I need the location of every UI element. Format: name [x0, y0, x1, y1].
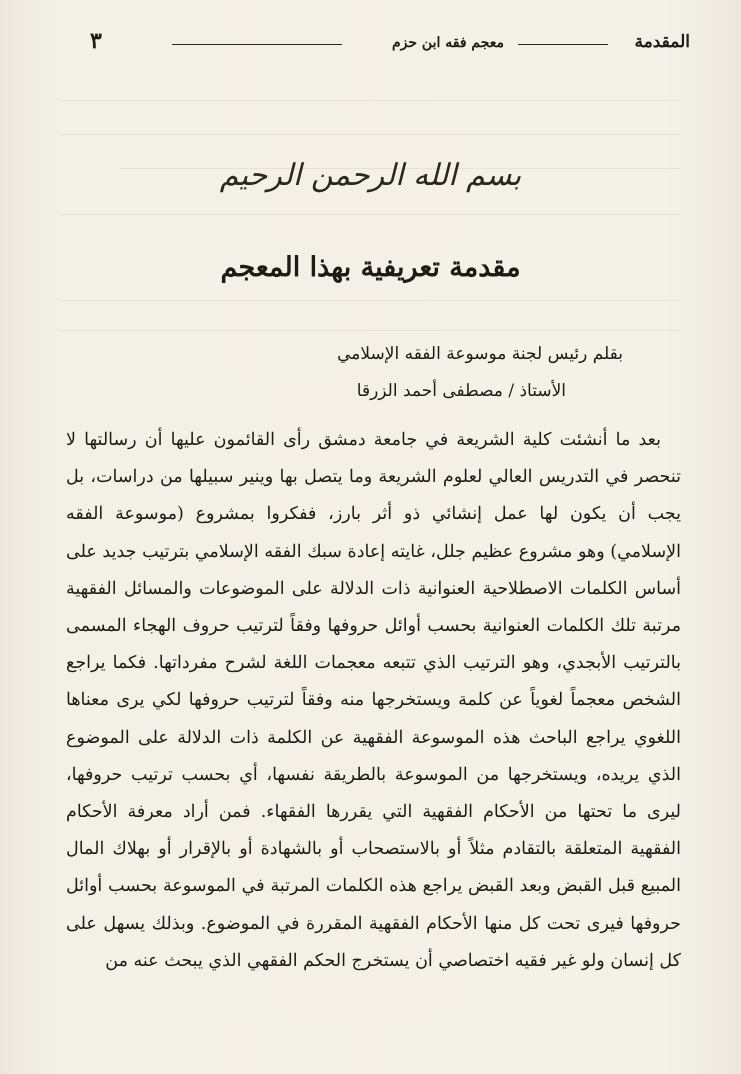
body-paragraph: بعد ما أنشئت كلية الشريعة في جامعة دمشق رأى القائمون عليها أن رسالتها لا تنحصر في التدريس العالي لعلوم الشريعة وما يتصل بها وينير سبيلها من دراسات، بل يجب أن يكون لها عمل إنشائي ذو أثر بارز، ففكروا بمشروع (موسوعة الفقه الإسلامي) وهو مشروع عظيم جلل، غايته إعادة سبك الفقه الإسلامي بترتيب جديد على أساس الكلمات الاصطلاحية العنوانية ذات الدلالة على الموضوعات والمسائل الفقهية مرتبة تلك الكلمات العنوانية بحسب أوائل حروفها وفقاً لترتيب حروف الهجاء المسمى بالترتيب الأبجدي، وهو الترتيب الذي تتبعه معجمات اللغة لشرح مفرداتها. فكما يراجع الشخص معجماً لغوياً عن كلمة ويستخرجها منه وفقاً لترتيب حروفها لكي يرى معناها اللغوي يراجع الباحث هذه الموسوعة الفقهية عن الكلمة ذات الدلالة على الموضوع الذي يريده، ويستخرجها من الموسوعة بالطريقة نفسها، أي بحسب ترتيب حروفها، ليرى ما تحتها من الأحكام الفقهية التي يقررها الفقهاء. فمن أراد معرفة الأحكام الفقهية المتعلقة بالتقادم مثلاً أو بالاستصحاب أو بالشهادة أو بالإقرار أو بهلاك المال المبيع قبل القبض وبعد القبض يراجع هذه الكلمات المرتبة في الموسوعة بحسب أوائل حروفها فيرى تحت كل منها الأحكام الفقهية المقررة في الموضوع. وبذلك يسهل على كل إنسان ولو غير فقيه اختصاصي أن يستخرج الحكم الفقهي الذي يبحث عنه من	[66, 430, 681, 971]
bleed-through-line	[60, 100, 680, 101]
basmala-calligraphy	[0, 158, 741, 193]
page-header	[70, 26, 690, 62]
bleed-through-line	[60, 300, 680, 301]
bleed-through-line	[60, 330, 680, 331]
body-text	[66, 422, 681, 980]
header-rule	[518, 44, 608, 45]
page-title: مقدمة تعريفية بهذا المعجم	[220, 252, 521, 283]
bleed-through-line	[60, 134, 680, 135]
basmala-text: بسم الله الرحمن الرحيم	[219, 158, 522, 193]
section-title: المقدمة	[634, 32, 690, 52]
byline-author-name: الأستاذ / مصطفى أحمد الزرقا	[356, 381, 566, 401]
book-title: معجم فقه ابن حزم	[392, 35, 504, 51]
page-number: ٣	[90, 28, 102, 54]
bleed-through-line	[60, 214, 680, 215]
header-rule	[172, 44, 342, 45]
byline-author-role: بقلم رئيس لجنة موسوعة الفقه الإسلامي	[337, 344, 623, 364]
